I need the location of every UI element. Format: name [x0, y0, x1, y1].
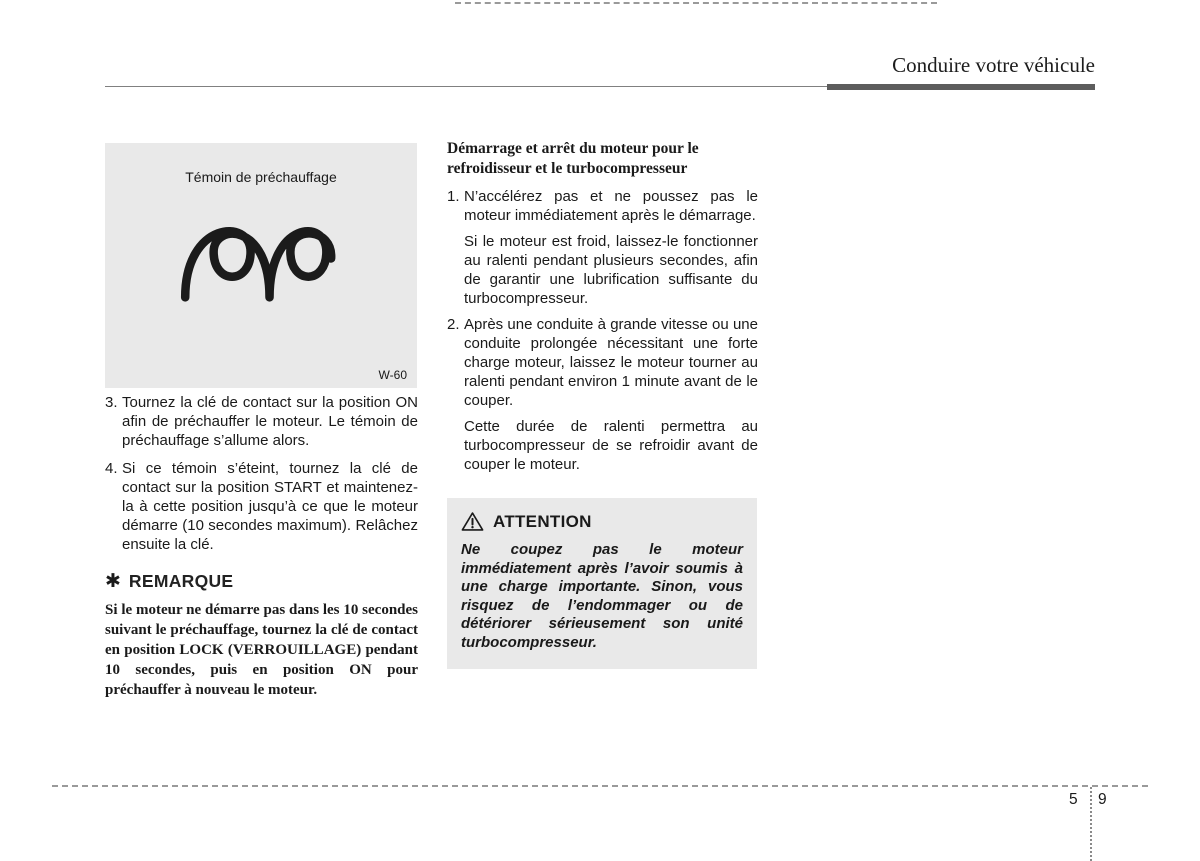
figure-code: W-60	[378, 368, 407, 382]
page-number-divider	[1090, 787, 1092, 861]
header-rule-thick	[827, 84, 1095, 90]
caution-body: Ne coupez pas le moteur immédiatement après l’avoir soumis à une charge importante. Sinon, vous risquez de l’endommager ou de détériorer sérieusement son unité turbocompresseur.	[461, 541, 743, 651]
bottom-dashed-line	[52, 785, 1148, 787]
list-item	[447, 187, 758, 225]
list-item-number: 2.	[447, 316, 460, 333]
header-rule	[105, 84, 1095, 90]
list-item	[447, 315, 758, 410]
list-item-number: 3.	[105, 394, 118, 411]
paragraph: Cette durée de ralenti permettra au turbocompresseur de se refroidir avant de couper le moteur.	[464, 418, 758, 473]
chapter-title: Conduire votre véhicule	[892, 53, 1095, 77]
asterisk-icon: ✱	[105, 571, 121, 592]
note-heading	[105, 571, 418, 592]
list-item-text: Si ce témoin s’éteint, tournez la clé de contact sur la position START et maintenez-la à cette position jusqu’à ce que le moteur démarre (10 secondes maximum). Relâchez ensuite la clé.	[122, 460, 418, 553]
page-number: 9	[1098, 791, 1107, 808]
note-body: Si le moteur ne démarre pas dans les 10 secondes suivant le préchauffage, tournez la clé de contact en position LOCK (VERROUILLAGE) pendant 10 secondes, puis en position ON pour préchauffer à nouveau le moteur.	[105, 602, 418, 698]
glow-plug-coil-icon	[171, 197, 351, 319]
figure-caption: Témoin de préchauffage	[185, 169, 337, 185]
list-item-text: N’accélérez pas et ne poussez pas le moteur immédiatement après le démarrage.	[464, 188, 758, 224]
warning-triangle-icon	[461, 511, 484, 532]
caution-box	[447, 498, 757, 669]
list-item-text: Après une conduite à grande vitesse ou une conduite prolongée nécessitant une forte charge moteur, laissez le moteur tourner au ralenti pendant environ 1 minute avant de le couper.	[464, 316, 758, 409]
glow-plug-figure	[105, 143, 417, 388]
note-title: REMARQUE	[128, 571, 234, 591]
list-item-number: 1.	[447, 188, 460, 205]
paragraph: Si le moteur est froid, laissez-le fonctionner au ralenti pendant plusieurs secondes, afin de garantir une lubrification suffisante du turbocompresseur.	[464, 233, 758, 307]
top-dashed-line	[455, 2, 937, 4]
left-column	[105, 393, 418, 700]
list-item-number: 4.	[105, 460, 118, 477]
list-item	[105, 393, 418, 450]
section-number: 5	[1069, 791, 1078, 808]
caution-heading	[461, 511, 743, 532]
right-column	[447, 139, 758, 481]
section-heading: Démarrage et arrêt du moteur pour le refroidisseur et le turbocompresseur	[447, 140, 699, 177]
list-item-text: Tournez la clé de contact sur la position ON afin de préchauffer le moteur. Le témoin de préchauffage s’allume alors.	[122, 394, 418, 449]
list-item	[105, 459, 418, 554]
caution-title: ATTENTION	[493, 511, 592, 531]
